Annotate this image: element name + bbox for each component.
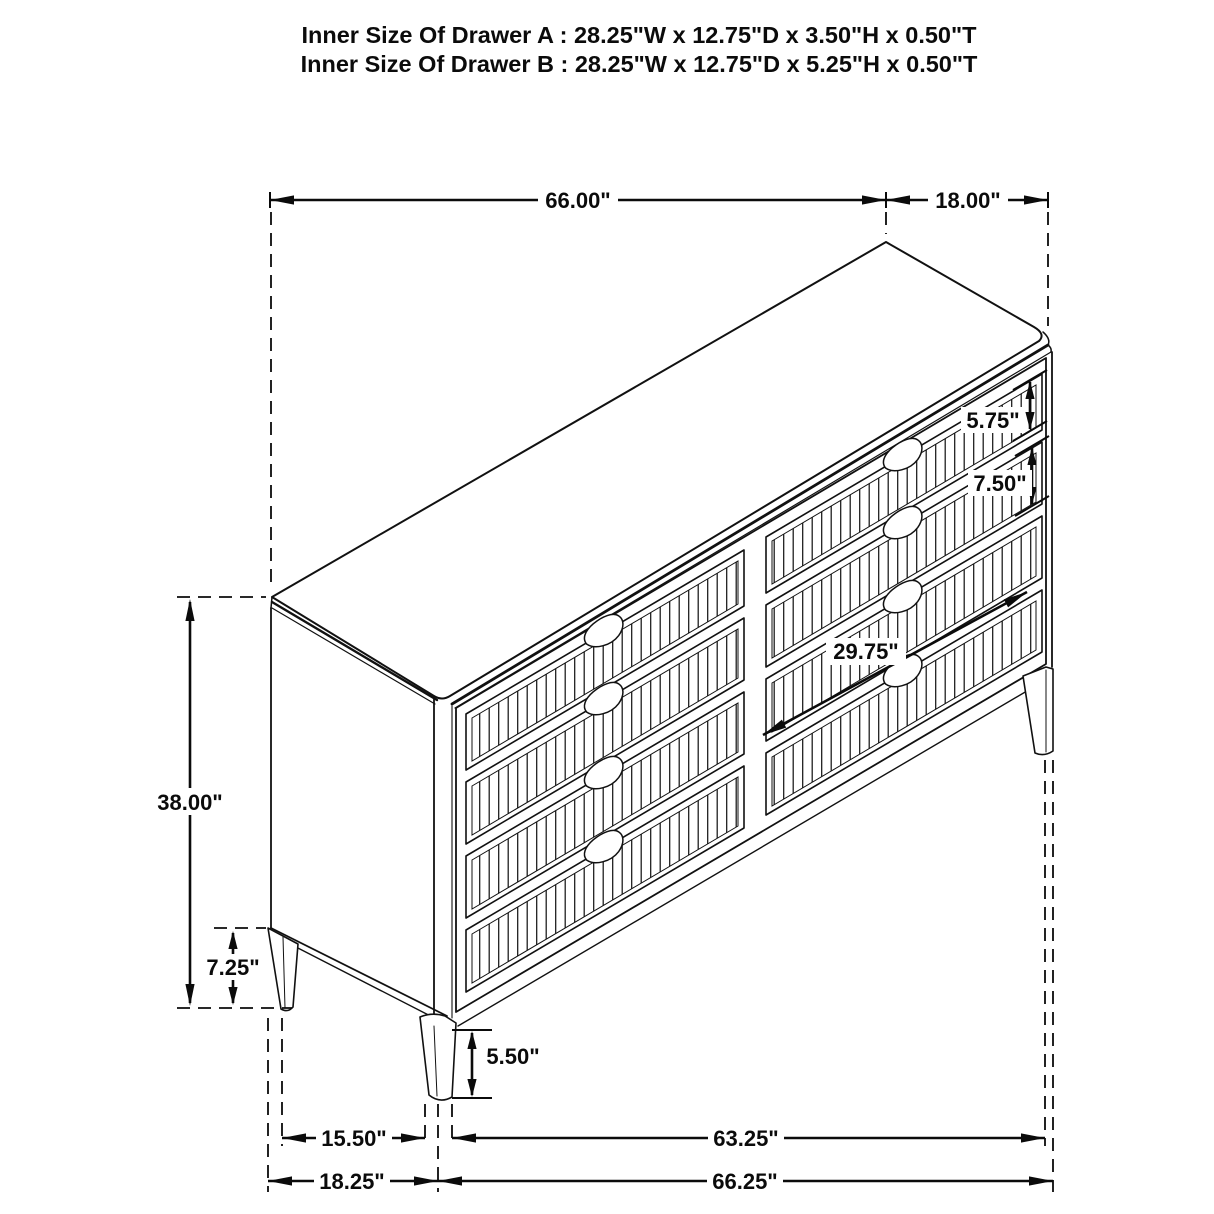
title-line-1: Inner Size Of Drawer A : 28.25"W x 12.75"D x 3.50"H x 0.50"T	[301, 22, 977, 48]
front-left-leg	[420, 1014, 456, 1100]
dim-top-depth	[886, 186, 1048, 213]
dim-overall-height	[152, 599, 228, 1006]
dresser-drawing	[268, 242, 1053, 1100]
top-slab-right-corner	[1043, 332, 1051, 352]
dim-top-depth-label: 18.00"	[935, 188, 1001, 213]
dim-overall-depth	[268, 1167, 438, 1194]
dim-top-width	[270, 186, 886, 213]
dim-overall-depth-label: 18.25"	[319, 1169, 385, 1194]
dim-front-leg-height-label: 5.50"	[486, 1044, 540, 1069]
diagram-title	[301, 22, 978, 77]
side-skirt-line	[294, 946, 446, 1024]
dim-back-leg-height	[200, 931, 266, 1005]
dim-top-width-label: 66.00"	[545, 188, 611, 213]
dim-drawer-width-label: 29.75"	[833, 639, 899, 664]
dim-front-leg-height	[452, 1030, 544, 1098]
title-line-2: Inner Size Of Drawer B : 28.25"W x 12.75"D x 5.25"H x 0.50"T	[300, 51, 978, 77]
front-right-leg	[1023, 667, 1053, 755]
dim-drawer-b-height-label: 7.50"	[973, 471, 1027, 496]
dim-leg-inset-depth	[282, 1124, 425, 1151]
dim-overall-width	[438, 1167, 1053, 1194]
dim-overall-width-label: 66.25"	[712, 1169, 778, 1194]
dim-drawer-a-height-label: 5.75"	[966, 408, 1020, 433]
dim-leg-span-width	[452, 1124, 1045, 1151]
side-panel-bottom-edge	[271, 928, 447, 1016]
dim-leg-span-width-label: 63.25"	[713, 1126, 779, 1151]
dim-overall-height-label: 38.00"	[157, 790, 223, 815]
top-slab-left-corner-edge	[271, 597, 272, 608]
back-left-leg	[268, 928, 298, 1011]
dim-back-leg-height-label: 7.25"	[206, 955, 260, 980]
dim-leg-inset-depth-label: 15.50"	[321, 1126, 387, 1151]
